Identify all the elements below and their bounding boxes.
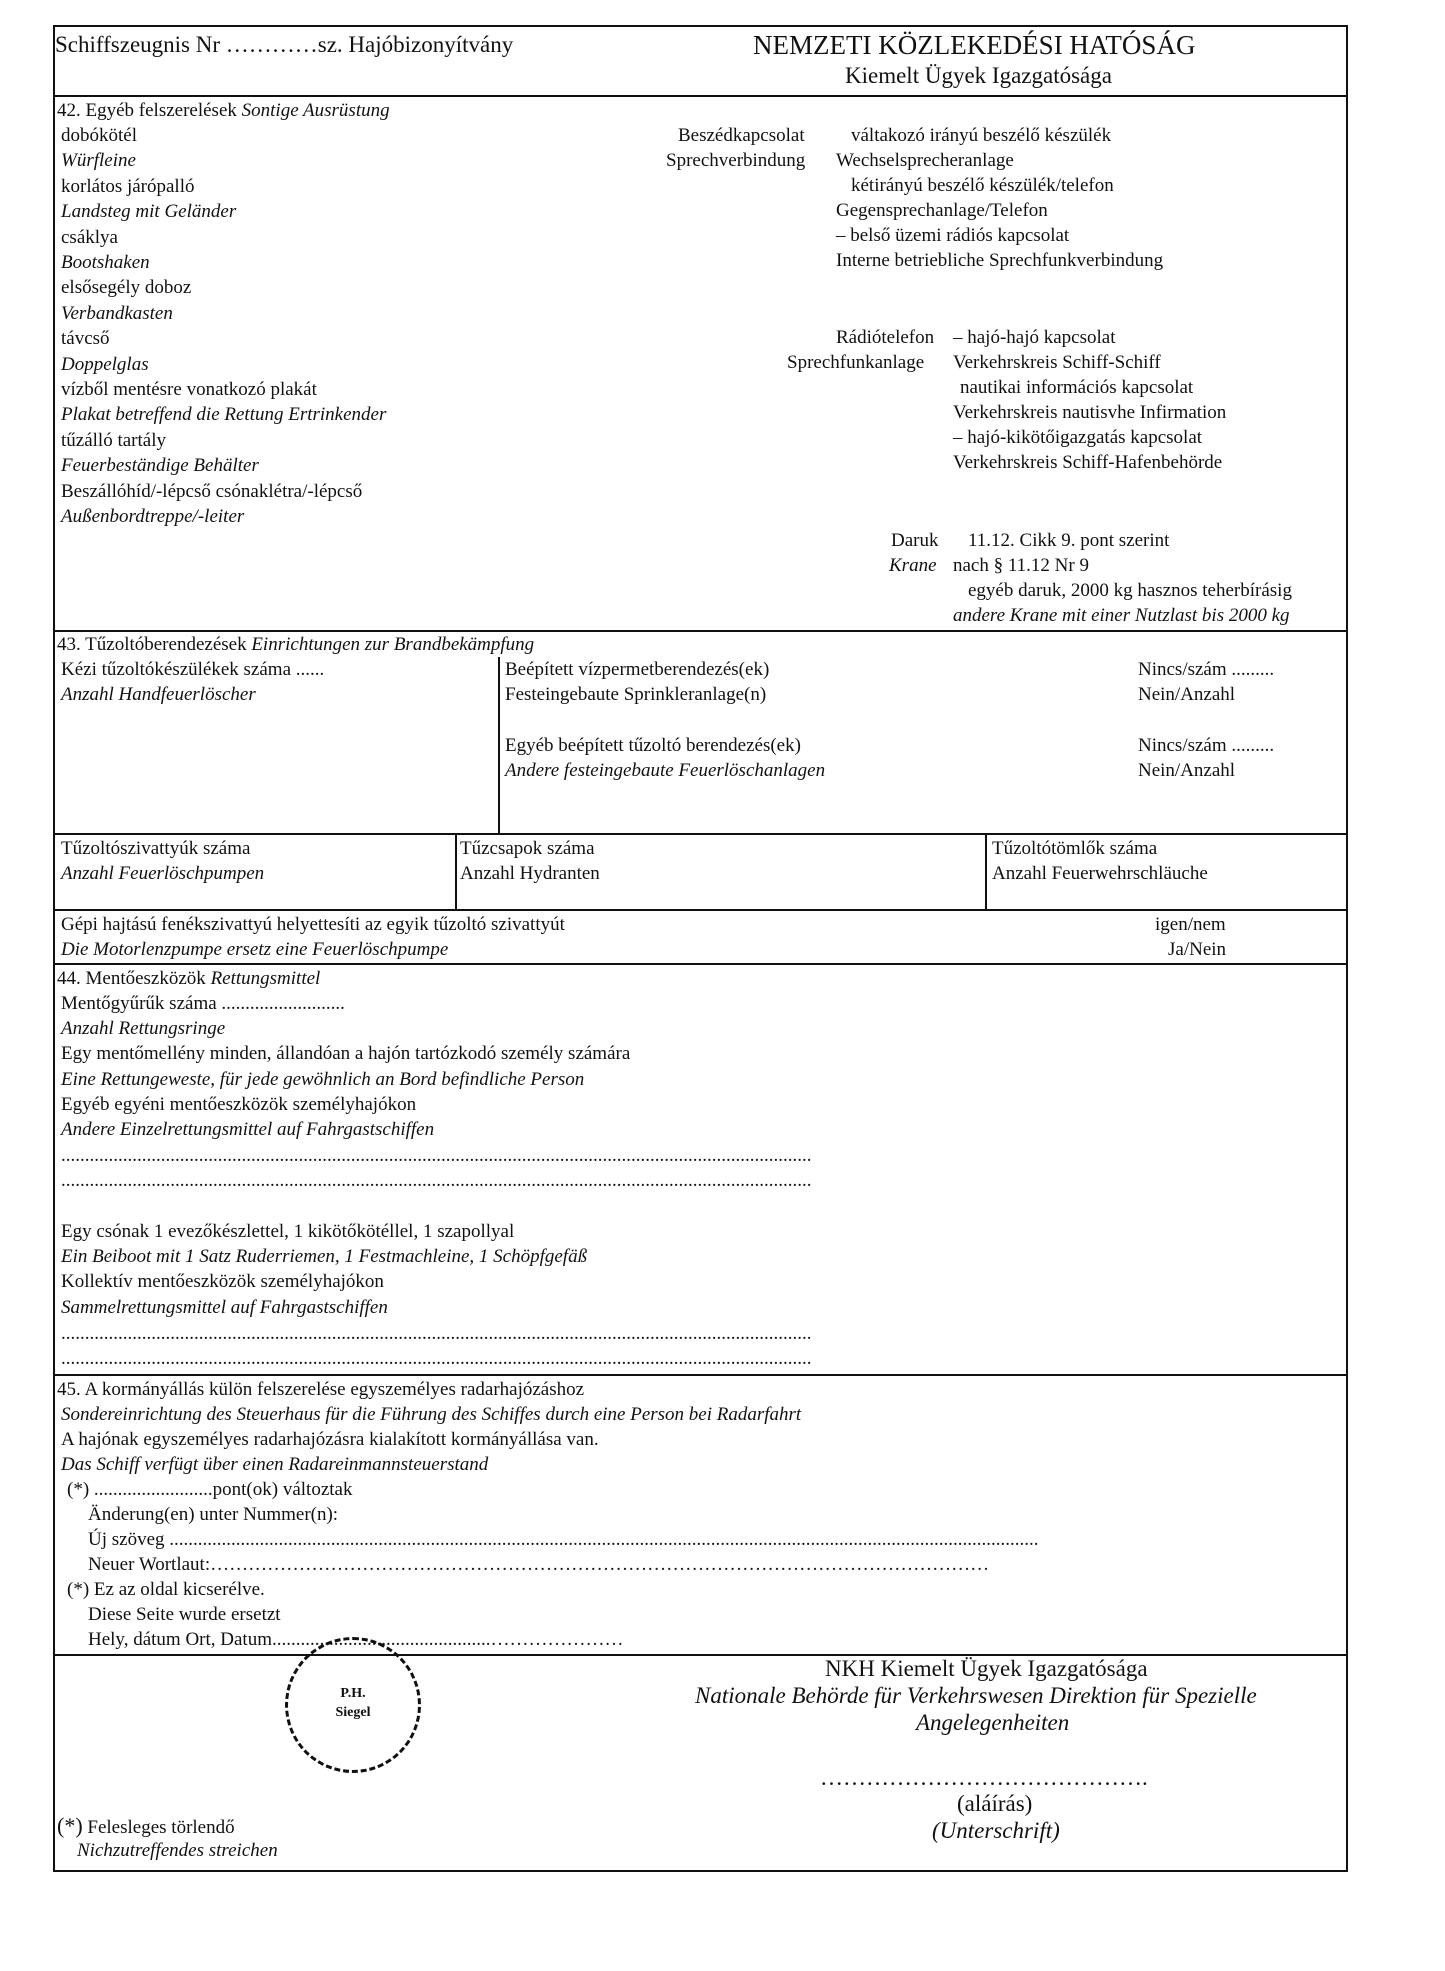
change-de: Änderung(en) unter Nummer(n): [88,1504,339,1525]
section-44-title [57,967,320,991]
fill-line: .............................................................................................................................................................. [61,1323,812,1344]
radio-label-de: Sprechfunkanlage [787,352,925,373]
equipment-item: vízből mentésre vonatkozó plakát [61,379,317,400]
equipment-item: Würfleine [61,150,136,172]
radio-line: Verkehrskreis Schiff-Hafenbehörde [953,452,1223,473]
lifesaving-item: Andere Einzelrettungsmittel auf Fahrgastschiffen [61,1119,435,1140]
comm-label-hu: Beszédkapcsolat [678,125,805,146]
signature-line: ……………………………………. [820,1765,1148,1790]
other-fixed-de: Andere festeingebaute Feuerlöschanlagen [505,760,826,781]
sprinkler-value-hu: Nincs/szám ......... [1138,659,1275,680]
radar-line-hu: A hajónak egyszemélyes radarhajózásra kialakított kormányállása van. [61,1429,599,1450]
radio-line: Verkehrskreis Schiff-Schiff [953,352,1161,373]
certificate-number: Schiffszeugnis Nr …………sz. Hajóbizonyítvány [55,32,514,57]
signature-label-de: (Unterschrift) [932,1818,1060,1843]
section-42-title [57,99,390,123]
section-44-title-hu: 44. Mentőeszközök [57,968,206,989]
divider [55,833,1346,835]
divider [455,833,457,909]
comm-line: Gegensprechanlage/Telefon [836,200,1048,221]
lifesaving-item: Anzahl Rettungsringe [61,1018,226,1040]
lifesaving-item: Egy csónak 1 evezőkészlettel, 1 kikötőkötéllel, 1 szapollyal [61,1221,515,1242]
equipment-item: tűzálló tartály [61,429,166,451]
motor-pump-value-hu: igen/nem [1155,914,1226,935]
stamp-line-1: P.H. [340,1686,366,1701]
divider [55,909,1346,911]
cranes-label-de: Krane [889,555,937,576]
equipment-item: csáklya [61,226,118,248]
sprinkler-value-de: Nein/Anzahl [1138,684,1236,705]
section-43-title-hu: 43. Tűzoltóberendezések [57,634,247,655]
stamp-circle [285,1637,421,1773]
new-text-de: Neuer Wortlaut:…………………………………………………………………………………………………………… [88,1554,990,1575]
hoses-de: Anzahl Feuerwehrschläuche [992,863,1208,884]
lifesaving-item: Sammelrettungsmittel auf Fahrgastschiffen [61,1296,388,1318]
hydrants-de: Anzahl Hydranten [460,863,600,884]
divider [55,95,1346,97]
footnote-mark: (*) [57,1813,83,1838]
equipment-item: távcső [61,328,110,350]
fill-line: .............................................................................................................................................................. [61,1145,812,1166]
lifesaving-item: Egyéb egyéni mentőeszközök személyhajókon [61,1093,417,1115]
new-text-hu: Új szöveg ....................................................................................................................................................................................... [88,1529,1039,1550]
equipment-item: Beszállóhíd/-lépcső csónaklétra/-lépcső [61,480,363,502]
hoses-hu: Tűzoltótömlők száma [992,838,1158,859]
other-fixed-value-hu: Nincs/szám ......... [1138,735,1275,756]
other-fixed-value-de: Nein/Anzahl [1138,760,1236,781]
motor-pump-hu: Gépi hajtású fenékszivattyú helyettesíti az egyik tűzoltó szivattyút [61,914,565,935]
footnote-de: Nichzutreffendes streichen [77,1840,278,1861]
lifesaving-item: Ein Beiboot mit 1 Satz Ruderriemen, 1 Festmachleine, 1 Schöpfgefäß [61,1246,588,1268]
equipment-item: Außenbordtreppe/-leiter [61,506,245,527]
equipment-item: elsősegély doboz [61,277,192,299]
footer-directorate-de-1: Nationale Behörde für Verkehrswesen Direktion für Spezielle [695,1683,1257,1708]
section-43-title [57,633,534,657]
divider [55,630,1346,632]
footnote-hu-row [57,1812,235,1840]
certificate-page [53,25,1348,1872]
equipment-item: Plakat betreffend die Rettung Ertrinkender [61,404,387,426]
page-replaced-de: Diese Seite wurde ersetzt [88,1604,281,1625]
lifesaving-item: Mentőgyűrűk száma .......................... [61,993,345,1014]
lifesaving-item: Kollektív mentőeszközök személyhajókon [61,1271,384,1293]
motor-pump-value-de: Ja/Nein [1168,939,1227,960]
radio-label-hu: Rádiótelefon [836,327,935,348]
hydrants-hu: Tűzcsapok száma [460,838,595,859]
radio-line: nautikai információs kapcsolat [960,377,1194,398]
equipment-item: Doppelglas [61,353,149,375]
radio-line: – hajó-kikötőigazgatás kapcsolat [953,427,1203,448]
radio-line: – hajó-hajó kapcsolat [953,327,1116,348]
fill-line: .............................................................................................................................................................. [61,1170,812,1191]
comm-line: Interne betriebliche Sprechfunkverbindung [836,250,1164,271]
fire-pumps-hu: Tűzoltószivattyúk száma [61,838,251,859]
divider [55,1654,1346,1656]
equipment-item: Verbandkasten [61,302,173,324]
motor-pump-de: Die Motorlenzpumpe ersetz eine Feuerlöschpumpe [61,939,449,960]
cranes-rule-hu: 11.12. Cikk 9. pont szerint [968,530,1170,551]
equipment-item: Bootshaken [61,252,150,273]
section-45-title-de: Sondereinrichtung des Steuerhaus für die Führung des Schiffes durch eine Person bei Radarfahrt [61,1404,802,1425]
section-42-title-de: Sontige Ausrüstung [241,100,390,121]
section-44-title-de: Rettungsmittel [210,968,321,989]
stamp-line-2: Siegel [335,1705,371,1720]
comm-line: kétirányú beszélő készülék/telefon [851,175,1114,196]
comm-line: váltakozó irányú beszélő készülék [851,125,1112,146]
footnote-hu: Felesleges törlendő [87,1817,235,1838]
other-fixed-hu: Egyéb beépített tűzoltó berendezés(ek) [505,735,801,756]
sprinkler-hu: Beépített vízpermetberendezés(ek) [505,659,770,680]
radio-line: Verkehrskreis nautisvhe Infirmation [953,402,1227,423]
lifesaving-item: Eine Rettungeweste, für jede gewöhnlich an Bord befindliche Person [61,1068,585,1090]
fill-line: .............................................................................................................................................................. [61,1348,812,1369]
divider [498,657,500,833]
equipment-item: Feuerbeständige Behälter [61,455,259,477]
comm-line: Wechselsprecheranlage [836,150,1014,171]
divider [985,833,987,909]
cranes-other-de: andere Krane mit einer Nutzlast bis 2000 kg [953,605,1290,626]
footer-directorate-de-2: Angelegenheiten [916,1710,1070,1735]
fire-pumps-de: Anzahl Feuerlöschpumpen [61,863,265,884]
hand-extinguishers-hu: Kézi tűzoltókészülékek száma ...... [61,659,325,680]
place-date: Hely, dátum Ort, Datum..............................................………………… [88,1629,624,1650]
equipment-item: korlátos járópalló [61,175,195,197]
sprinkler-de: Festeingebaute Sprinkleranlage(n) [505,684,767,705]
equipment-item: dobókötél [61,125,137,146]
section-45-title-hu: 45. A kormányállás külön felszerelése egyszemélyes radarhajózáshoz [57,1379,585,1400]
radar-line-de: Das Schiff verfügt über einen Radareinmannsteuerstand [61,1454,489,1475]
cranes-other-hu: egyéb daruk, 2000 kg hasznos teherbírásig [968,580,1292,601]
comm-line: – belső üzemi rádiós kapcsolat [836,225,1070,246]
authority-directorate: Kiemelt Ügyek Igazgatósága [845,63,1112,88]
footer-directorate-hu: NKH Kiemelt Ügyek Igazgatósága [825,1656,1148,1681]
change-hu: (*) .........................pont(ok) változtak [67,1479,353,1500]
lifesaving-item: Egy mentőmellény minden, állandóan a hajón tartózkodó személy számára [61,1043,631,1065]
divider [55,963,1346,965]
divider [55,1374,1346,1376]
hand-extinguishers-de: Anzahl Handfeuerlöscher [61,684,256,705]
section-42-title-hu: 42. Egyéb felszerelések [57,100,237,121]
authority-name: NEMZETI KÖZLEKEDÉSI HATÓSÁG [753,30,1196,60]
cranes-label-hu: Daruk [891,530,939,551]
cranes-rule-de: nach § 11.12 Nr 9 [953,555,1089,576]
signature-label-hu: (aláírás) [957,1791,1033,1816]
comm-label-de: Sprechverbindung [666,150,806,171]
page-replaced-hu: (*) Ez az oldal kicserélve. [67,1579,265,1600]
equipment-item: Landsteg mit Geländer [61,201,237,223]
section-43-title-de: Einrichtungen zur Brandbekämpfung [251,634,535,655]
